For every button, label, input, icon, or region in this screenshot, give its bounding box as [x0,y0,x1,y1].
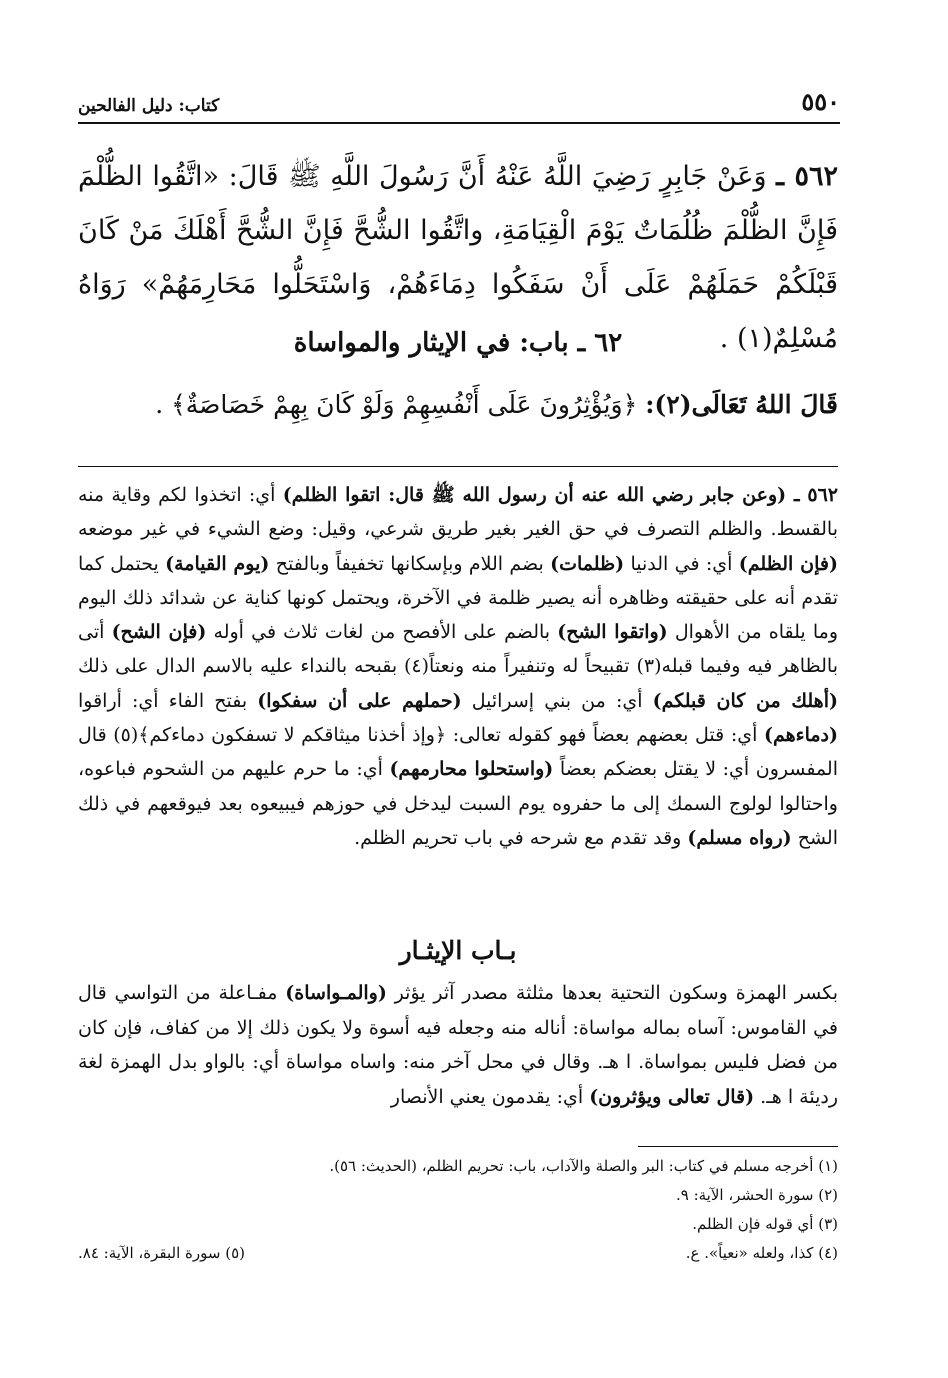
page-number: ٥٥٠ [801,87,840,116]
footnote-4: (٤) كذا، ولعله «نعياً». ع. [685,1244,838,1262]
commentary-segment: أي: في الدنيا [630,552,733,575]
commentary-segment: أتى بالظاهر فيه وفيما قبله(٣) تقبيحاً له وتنفيراً منه ونعتاً(٤) بقبحه بالنداء عليه بالاسم الدال على ذلك [78,621,839,678]
commentary-segment: ٥٦٢ ـ (وعن جابر رضي الله عنه أن رسول الله ﷺ قال: اتقوا الظلم) [282,484,838,506]
commentary-segment: (دماءهم) [763,724,838,747]
commentary-segment: بالضم على الأفصح من لغات ثلاث في أوله [213,621,551,644]
footnote-2: (٢) سورة الحشر، الآية: ٩. [675,1186,838,1204]
sub-heading: بـاب الإيثـار [399,936,517,965]
commentary-segment: (والمـواساة) [285,982,387,1004]
commentary-segment: أي: من بني إسرائيل [471,689,643,712]
quran-verse [78,382,838,428]
verse-text: ﴿وَيُؤْثِرُونَ عَلَى أَنْفُسِهِمْ وَلَوْ كَانَ بِهِمْ خَصَاصَةٌ﴾ . [155,390,638,419]
commentary-paragraph [78,478,838,855]
commentary-segment: (أهلك من كان قبلكم) [652,689,838,712]
hadith-number: ٥٦٢ ـ [776,161,838,192]
footnote-rule [638,1146,838,1147]
hadith-body: وَعَنْ جَابِرٍ رَضِيَ اللَّهُ عَنْهُ أَنَّ رَسُولَ اللَّهِ ﷺ قَالَ: «اتَّقُوا الظُّلْمَ فَإِنَّ الظُّلْمَ ظُلُمَاتٌ يَوْمَ الْقِيَامَةِ، واتَّقُوا الشُّحَّ فَإِنَّ الشُّحَّ أَهْلَكَ مَنْ كَانَ قَبْلَكُمْ حَمَلَهُمْ عَلَى أَنْ سَفَكُوا دِمَاءَهُمْ، وَاسْتَحَلُّوا مَحَارِمَهُمْ» رَوَاهُ مُسْلِمٌ(١) . [78,161,838,354]
commentary-segment: أي: اتخذوا لكم وقاية منه بالقسط. والظلم التصرف في حق الغير بغير طريق شرعي، وقيل: وضع الشيء في غير موضعه [78,484,838,541]
commentary-segment: (قال تعالى ويؤثرون) [589,1085,755,1108]
commentary-paragraph-2 [78,976,838,1114]
commentary-segment: (حملهم على أن سفكوا) [257,689,462,712]
commentary-segment: (واتقوا الشح) [557,621,668,644]
verse-lead: قَالَ اللهُ تَعَالَى(٢): [645,390,838,419]
commentary-segment: يحتمل كما تقدم أنه على حقيقته وظاهره أنه يصير ظلمة في الآخرة، ويحتمل كونها كناية عن شدائد ذلك اليوم وما يلقاه من الأهوال [78,552,839,644]
footnotes [78,1152,838,1268]
commentary-segment: أي: ما حرم عليهم من الشحوم فباعوه، واحتالوا لولوج السمك إلى ما حفروه يوم السبت ليدخل في حوزهم فيبيعوه بعد فيوقعهم في ذلك الشح [78,758,838,849]
footnote-5: (٥) سورة البقرة، الآية: ٨٤. [78,1244,245,1262]
footnote-1: (١) أخرجه مسلم في كتاب: البر والصلة والآداب، باب: تحريم الظلم، (الحديث: ٥٦). [329,1157,838,1175]
commentary-segment: بكسر الهمزة وسكون التحتية بعدها مثلثة مصدر آثر يؤثر [394,982,838,1004]
commentary-segment: وقد تقدم مع شرحه في باب تحريم الظلم. [354,826,682,849]
separator-line [78,466,838,467]
commentary-segment: مفـاعلة من التواسي قال في القاموس: آساه بماله مواساة: أناله منه وجعله فيه أسوة ولا يكون ذلك إلا من كفاف، فإن كان من فضل فليس بمواساة. ا هـ. وقال في محل آخر منه: واساه مواساة أي: بالواو بدل الهمزة لغة رديئة ا هـ. [78,982,838,1108]
footnote-row [78,1239,838,1268]
commentary-segment: (فإن الشح) [111,621,207,644]
commentary-segment: (ظلمات) [550,552,625,575]
commentary-segment: أي: قتل بعضهم بعضاً فهو كقوله تعالى: ﴿وإذ أخذنا ميثاقكم لا تسفكون دماءكم﴾(٥) قال المفسرون أي: لا يقتل بعضكم بعضاً [78,724,838,781]
commentary-segment: (واستحلوا محارمهم) [389,758,554,781]
book-title: كتاب: دليل الفالحين [78,96,220,116]
running-header [78,88,840,124]
footnote-3: (٣) أي قوله فإن الظلم. [692,1215,838,1233]
commentary-segment: (يوم القيامة) [165,552,270,575]
commentary-segment: بضم اللام وبإسكانها تخفيفاً وبالفتح [275,552,544,575]
commentary-segment: (فإن الظلم) [738,552,838,575]
commentary-segment: بفتح الفاء أي: أراقوا [78,689,248,712]
commentary-segment: أي: يقدمون يعني الأنصار [390,1085,584,1108]
chapter-title: ٦٢ ـ باب: في الإيثار والمواساة [293,328,623,358]
commentary-segment: (رواه مسلم) [687,826,792,849]
